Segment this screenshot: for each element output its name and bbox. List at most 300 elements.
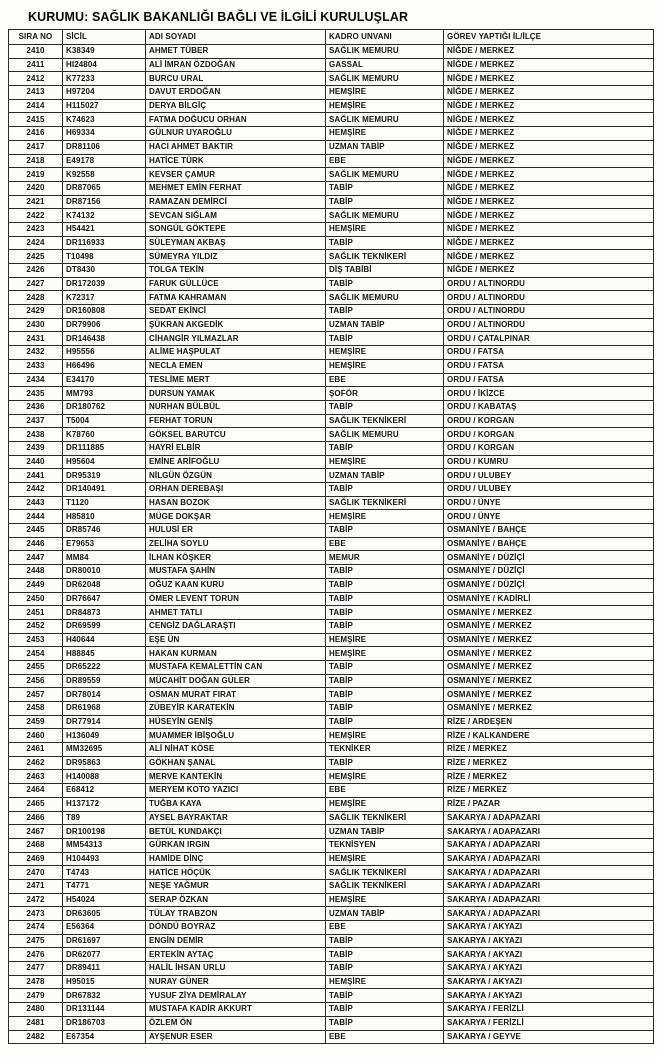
- cell-sicil: DR160808: [63, 305, 146, 319]
- cell-gorev-yaptigi-il-ilce: NİĞDE / MERKEZ: [444, 86, 654, 100]
- cell-adi-soyadi: MUSTAFA KEMALETTİN CAN: [146, 660, 326, 674]
- cell-sira-no: 2456: [9, 674, 63, 688]
- cell-gorev-yaptigi-il-ilce: OSMANİYE / MERKEZ: [444, 674, 654, 688]
- table-row: [9, 893, 654, 907]
- cell-gorev-yaptigi-il-ilce: ORDU / ÜNYE: [444, 496, 654, 510]
- cell-gorev-yaptigi-il-ilce: RİZE / KALKANDERE: [444, 729, 654, 743]
- cell-sira-no: 2443: [9, 496, 63, 510]
- table-row: [9, 756, 654, 770]
- cell-sicil: DR146438: [63, 332, 146, 346]
- table-row: [9, 332, 654, 346]
- cell-sicil: E79653: [63, 537, 146, 551]
- cell-adi-soyadi: ÖZLEM ÖN: [146, 1016, 326, 1030]
- cell-kadro-unvani: HEMŞİRE: [326, 99, 444, 113]
- cell-sicil: H85810: [63, 510, 146, 524]
- table-row: [9, 975, 654, 989]
- cell-gorev-yaptigi-il-ilce: SAKARYA / ADAPAZARI: [444, 866, 654, 880]
- cell-gorev-yaptigi-il-ilce: ORDU / FATSA: [444, 373, 654, 387]
- cell-sira-no: 2437: [9, 414, 63, 428]
- cell-kadro-unvani: TABİP: [326, 688, 444, 702]
- cell-adi-soyadi: NECLA EMEN: [146, 359, 326, 373]
- cell-sicil: H66496: [63, 359, 146, 373]
- cell-kadro-unvani: HEMŞİRE: [326, 86, 444, 100]
- cell-adi-soyadi: ALİ İMRAN ÖZDOĞAN: [146, 58, 326, 72]
- table-row: [9, 907, 654, 921]
- table-row: [9, 58, 654, 72]
- cell-sira-no: 2466: [9, 811, 63, 825]
- table-row: [9, 811, 654, 825]
- cell-sicil: DR67832: [63, 989, 146, 1003]
- cell-sira-no: 2455: [9, 660, 63, 674]
- table-row: [9, 962, 654, 976]
- cell-gorev-yaptigi-il-ilce: ORDU / ÜNYE: [444, 510, 654, 524]
- cell-gorev-yaptigi-il-ilce: SAKARYA / GEYVE: [444, 1030, 654, 1044]
- cell-adi-soyadi: DERYA BİLGİÇ: [146, 99, 326, 113]
- cell-sira-no: 2440: [9, 455, 63, 469]
- table-row: [9, 715, 654, 729]
- cell-adi-soyadi: AHMET TÜBER: [146, 45, 326, 59]
- cell-sira-no: 2476: [9, 948, 63, 962]
- page-title: KURUMU: SAĞLIK BAKANLIĞI BAĞLI VE İLGİLİ KURULUŞLAR: [28, 10, 409, 24]
- cell-kadro-unvani: HEMŞİRE: [326, 359, 444, 373]
- cell-adi-soyadi: EMİNE ARİFOĞLU: [146, 455, 326, 469]
- cell-kadro-unvani: HEMŞİRE: [326, 770, 444, 784]
- cell-adi-soyadi: BURCU URAL: [146, 72, 326, 86]
- cell-sicil: H95604: [63, 455, 146, 469]
- cell-adi-soyadi: ŞÜKRAN AKGEDİK: [146, 318, 326, 332]
- cell-sira-no: 2482: [9, 1030, 63, 1044]
- cell-sicil: K74623: [63, 113, 146, 127]
- cell-sicil: DR80010: [63, 565, 146, 579]
- cell-adi-soyadi: MÜGE DOKŞAR: [146, 510, 326, 524]
- cell-gorev-yaptigi-il-ilce: NİĞDE / MERKEZ: [444, 113, 654, 127]
- cell-kadro-unvani: TABİP: [326, 989, 444, 1003]
- cell-kadro-unvani: HEMŞİRE: [326, 633, 444, 647]
- cell-gorev-yaptigi-il-ilce: ORDU / KORGAN: [444, 414, 654, 428]
- table-row: [9, 154, 654, 168]
- cell-kadro-unvani: ŞOFÖR: [326, 387, 444, 401]
- cell-sicil: T4743: [63, 866, 146, 880]
- cell-kadro-unvani: TABİP: [326, 305, 444, 319]
- cell-gorev-yaptigi-il-ilce: NİĞDE / MERKEZ: [444, 58, 654, 72]
- cell-sicil: DR63605: [63, 907, 146, 921]
- cell-kadro-unvani: SAĞLIK MEMURU: [326, 168, 444, 182]
- table-row: [9, 688, 654, 702]
- cell-adi-soyadi: EŞE ÜN: [146, 633, 326, 647]
- cell-sira-no: 2447: [9, 551, 63, 565]
- cell-gorev-yaptigi-il-ilce: NİĞDE / MERKEZ: [444, 250, 654, 264]
- cell-gorev-yaptigi-il-ilce: NİĞDE / MERKEZ: [444, 168, 654, 182]
- cell-kadro-unvani: TABİP: [326, 619, 444, 633]
- cell-adi-soyadi: HATİCE HÖÇÜK: [146, 866, 326, 880]
- cell-sira-no: 2439: [9, 441, 63, 455]
- cell-gorev-yaptigi-il-ilce: OSMANİYE / MERKEZ: [444, 647, 654, 661]
- cell-sira-no: 2450: [9, 592, 63, 606]
- cell-kadro-unvani: TABİP: [326, 195, 444, 209]
- cell-sira-no: 2424: [9, 236, 63, 250]
- cell-kadro-unvani: SAĞLIK MEMURU: [326, 72, 444, 86]
- cell-sicil: H104493: [63, 852, 146, 866]
- cell-gorev-yaptigi-il-ilce: OSMANİYE / MERKEZ: [444, 688, 654, 702]
- cell-sira-no: 2471: [9, 879, 63, 893]
- cell-gorev-yaptigi-il-ilce: NİĞDE / MERKEZ: [444, 181, 654, 195]
- cell-adi-soyadi: HULUSİ ER: [146, 524, 326, 538]
- cell-kadro-unvani: TABİP: [326, 441, 444, 455]
- cell-sira-no: 2467: [9, 825, 63, 839]
- cell-gorev-yaptigi-il-ilce: RİZE / ARDEŞEN: [444, 715, 654, 729]
- cell-kadro-unvani: EBE: [326, 154, 444, 168]
- table-row: [9, 743, 654, 757]
- table-row: [9, 483, 654, 497]
- cell-gorev-yaptigi-il-ilce: SAKARYA / ADAPAZARI: [444, 852, 654, 866]
- cell-sicil: DR62048: [63, 578, 146, 592]
- cell-kadro-unvani: TABİP: [326, 483, 444, 497]
- table-row: [9, 400, 654, 414]
- cell-kadro-unvani: UZMAN TABİP: [326, 140, 444, 154]
- cell-adi-soyadi: HAKAN KURMAN: [146, 647, 326, 661]
- cell-kadro-unvani: HEMŞİRE: [326, 975, 444, 989]
- cell-kadro-unvani: HEMŞİRE: [326, 797, 444, 811]
- cell-kadro-unvani: TABİP: [326, 277, 444, 291]
- cell-sira-no: 2421: [9, 195, 63, 209]
- cell-gorev-yaptigi-il-ilce: ORDU / ALTINORDU: [444, 277, 654, 291]
- cell-sira-no: 2417: [9, 140, 63, 154]
- cell-adi-soyadi: ALİ NİHAT KÖSE: [146, 743, 326, 757]
- cell-sira-no: 2422: [9, 209, 63, 223]
- cell-gorev-yaptigi-il-ilce: ORDU / İKİZCE: [444, 387, 654, 401]
- cell-gorev-yaptigi-il-ilce: SAKARYA / ADAPAZARI: [444, 825, 654, 839]
- cell-adi-soyadi: GÖKSEL BARUTCU: [146, 428, 326, 442]
- cell-adi-soyadi: MUAMMER İBİŞOĞLU: [146, 729, 326, 743]
- cell-sira-no: 2420: [9, 181, 63, 195]
- table-row: [9, 305, 654, 319]
- cell-kadro-unvani: SAĞLIK TEKNİKERİ: [326, 414, 444, 428]
- cell-sicil: DR116933: [63, 236, 146, 250]
- cell-kadro-unvani: EBE: [326, 921, 444, 935]
- cell-sira-no: 2425: [9, 250, 63, 264]
- cell-sicil: T89: [63, 811, 146, 825]
- table-row: [9, 455, 654, 469]
- cell-gorev-yaptigi-il-ilce: OSMANİYE / BAHÇE: [444, 524, 654, 538]
- cell-adi-soyadi: GÖKHAN ŞANAL: [146, 756, 326, 770]
- cell-adi-soyadi: MERVE KANTEKİN: [146, 770, 326, 784]
- table-row: [9, 729, 654, 743]
- cell-sira-no: 2416: [9, 127, 63, 141]
- table-body: [9, 45, 654, 1044]
- cell-adi-soyadi: DAVUT ERDOĞAN: [146, 86, 326, 100]
- cell-adi-soyadi: MUSTAFA ŞAHİN: [146, 565, 326, 579]
- cell-gorev-yaptigi-il-ilce: RİZE / MERKEZ: [444, 756, 654, 770]
- cell-kadro-unvani: HEMŞİRE: [326, 346, 444, 360]
- cell-sira-no: 2459: [9, 715, 63, 729]
- cell-sicil: T1120: [63, 496, 146, 510]
- cell-adi-soyadi: NURHAN BÜLBÜL: [146, 400, 326, 414]
- cell-adi-soyadi: HALİL İHSAN URLU: [146, 962, 326, 976]
- cell-adi-soyadi: TÜLAY TRABZON: [146, 907, 326, 921]
- table-row: [9, 852, 654, 866]
- cell-gorev-yaptigi-il-ilce: SAKARYA / ADAPAZARI: [444, 838, 654, 852]
- cell-kadro-unvani: TABİP: [326, 715, 444, 729]
- cell-sicil: H95556: [63, 346, 146, 360]
- cell-sicil: K38349: [63, 45, 146, 59]
- cell-adi-soyadi: AYSEL BAYRAKTAR: [146, 811, 326, 825]
- cell-adi-soyadi: CİHANGİR YILMAZLAR: [146, 332, 326, 346]
- cell-sira-no: 2481: [9, 1016, 63, 1030]
- cell-sicil: DR186703: [63, 1016, 146, 1030]
- cell-adi-soyadi: HATİCE TÜRK: [146, 154, 326, 168]
- cell-sira-no: 2457: [9, 688, 63, 702]
- cell-sicil: K74132: [63, 209, 146, 223]
- cell-sicil: HI24804: [63, 58, 146, 72]
- cell-sira-no: 2449: [9, 578, 63, 592]
- cell-sira-no: 2423: [9, 222, 63, 236]
- cell-sira-no: 2438: [9, 428, 63, 442]
- cell-gorev-yaptigi-il-ilce: SAKARYA / FERİZLİ: [444, 1016, 654, 1030]
- cell-sira-no: 2445: [9, 524, 63, 538]
- cell-sira-no: 2419: [9, 168, 63, 182]
- column-header-gorev-yaptigi-il-ilce: GÖREV YAPTIĞI İL/İLÇE: [444, 30, 654, 45]
- table-row: [9, 387, 654, 401]
- cell-sicil: DR65222: [63, 660, 146, 674]
- cell-adi-soyadi: HACI AHMET BAKTIR: [146, 140, 326, 154]
- table-row: [9, 373, 654, 387]
- cell-sicil: DR76647: [63, 592, 146, 606]
- cell-adi-soyadi: ORHAN DEREBAŞI: [146, 483, 326, 497]
- cell-sira-no: 2468: [9, 838, 63, 852]
- cell-adi-soyadi: SEVCAN SIĞLAM: [146, 209, 326, 223]
- cell-sira-no: 2461: [9, 743, 63, 757]
- cell-kadro-unvani: HEMŞİRE: [326, 222, 444, 236]
- cell-sicil: E67354: [63, 1030, 146, 1044]
- table-row: [9, 934, 654, 948]
- cell-gorev-yaptigi-il-ilce: SAKARYA / AKYAZI: [444, 962, 654, 976]
- cell-sira-no: 2474: [9, 921, 63, 935]
- cell-adi-soyadi: DÖNDÜ BOYRAZ: [146, 921, 326, 935]
- cell-gorev-yaptigi-il-ilce: SAKARYA / AKYAZI: [444, 989, 654, 1003]
- cell-sira-no: 2433: [9, 359, 63, 373]
- cell-sira-no: 2452: [9, 619, 63, 633]
- cell-sira-no: 2410: [9, 45, 63, 59]
- cell-gorev-yaptigi-il-ilce: OSMANİYE / MERKEZ: [444, 633, 654, 647]
- cell-sicil: H136049: [63, 729, 146, 743]
- table-row: [9, 647, 654, 661]
- cell-gorev-yaptigi-il-ilce: RİZE / MERKEZ: [444, 784, 654, 798]
- cell-gorev-yaptigi-il-ilce: NİĞDE / MERKEZ: [444, 209, 654, 223]
- cell-adi-soyadi: MUSTAFA KADİR AKKURT: [146, 1003, 326, 1017]
- cell-kadro-unvani: HEMŞİRE: [326, 510, 444, 524]
- cell-gorev-yaptigi-il-ilce: SAKARYA / ADAPAZARI: [444, 811, 654, 825]
- cell-gorev-yaptigi-il-ilce: OSMANİYE / MERKEZ: [444, 702, 654, 716]
- cell-gorev-yaptigi-il-ilce: ORDU / ÇATALPINAR: [444, 332, 654, 346]
- table-row: [9, 346, 654, 360]
- cell-sira-no: 2462: [9, 756, 63, 770]
- cell-adi-soyadi: FERHAT TORUN: [146, 414, 326, 428]
- cell-gorev-yaptigi-il-ilce: NİĞDE / MERKEZ: [444, 45, 654, 59]
- table-row: [9, 264, 654, 278]
- cell-adi-soyadi: HAMİDE DİNÇ: [146, 852, 326, 866]
- table-row: [9, 989, 654, 1003]
- cell-sicil: K78760: [63, 428, 146, 442]
- cell-sicil: E56364: [63, 921, 146, 935]
- cell-sicil: MM32695: [63, 743, 146, 757]
- cell-gorev-yaptigi-il-ilce: OSMANİYE / DÜZİÇİ: [444, 578, 654, 592]
- cell-gorev-yaptigi-il-ilce: SAKARYA / AKYAZI: [444, 934, 654, 948]
- cell-sicil: DR111885: [63, 441, 146, 455]
- cell-kadro-unvani: TABİP: [326, 1016, 444, 1030]
- table-row: [9, 181, 654, 195]
- table-row: [9, 496, 654, 510]
- cell-sira-no: 2460: [9, 729, 63, 743]
- cell-kadro-unvani: HEMŞİRE: [326, 893, 444, 907]
- cell-sicil: DR84873: [63, 606, 146, 620]
- cell-gorev-yaptigi-il-ilce: SAKARYA / ADAPAZARI: [444, 893, 654, 907]
- cell-kadro-unvani: SAĞLIK TEKNİKERİ: [326, 866, 444, 880]
- cell-adi-soyadi: OĞUZ KAAN KURU: [146, 578, 326, 592]
- cell-gorev-yaptigi-il-ilce: SAKARYA / ADAPAZARI: [444, 879, 654, 893]
- table-row: [9, 469, 654, 483]
- table-row: [9, 921, 654, 935]
- cell-kadro-unvani: SAĞLIK MEMURU: [326, 291, 444, 305]
- cell-sira-no: 2444: [9, 510, 63, 524]
- cell-adi-soyadi: GÜRKAN IRGIN: [146, 838, 326, 852]
- table-row: [9, 428, 654, 442]
- table-row: [9, 318, 654, 332]
- cell-adi-soyadi: YUSUF ZİYA DEMİRALAY: [146, 989, 326, 1003]
- cell-kadro-unvani: EBE: [326, 373, 444, 387]
- cell-sira-no: 2469: [9, 852, 63, 866]
- cell-gorev-yaptigi-il-ilce: SAKARYA / AKYAZI: [444, 975, 654, 989]
- table-row: [9, 113, 654, 127]
- cell-sicil: MM84: [63, 551, 146, 565]
- table-row: [9, 797, 654, 811]
- cell-kadro-unvani: TABİP: [326, 674, 444, 688]
- cell-adi-soyadi: HASAN BOZOK: [146, 496, 326, 510]
- cell-gorev-yaptigi-il-ilce: NİĞDE / MERKEZ: [444, 236, 654, 250]
- cell-sicil: H69334: [63, 127, 146, 141]
- cell-gorev-yaptigi-il-ilce: RİZE / PAZAR: [444, 797, 654, 811]
- cell-kadro-unvani: HEMŞİRE: [326, 127, 444, 141]
- cell-kadro-unvani: TABİP: [326, 948, 444, 962]
- cell-kadro-unvani: EBE: [326, 537, 444, 551]
- cell-sira-no: 2464: [9, 784, 63, 798]
- column-header-sira-no: SIRA NO: [9, 30, 63, 45]
- cell-adi-soyadi: TESLİME MERT: [146, 373, 326, 387]
- cell-sicil: MM54313: [63, 838, 146, 852]
- table-row: [9, 619, 654, 633]
- cell-sira-no: 2414: [9, 99, 63, 113]
- cell-adi-soyadi: İLHAN KÖŞKER: [146, 551, 326, 565]
- cell-sira-no: 2427: [9, 277, 63, 291]
- table-row: [9, 1030, 654, 1044]
- cell-gorev-yaptigi-il-ilce: OSMANİYE / MERKEZ: [444, 660, 654, 674]
- cell-sicil: DR95863: [63, 756, 146, 770]
- cell-sira-no: 2473: [9, 907, 63, 921]
- table-row: [9, 86, 654, 100]
- cell-sicil: DR87156: [63, 195, 146, 209]
- cell-sira-no: 2453: [9, 633, 63, 647]
- table-row: [9, 441, 654, 455]
- cell-sicil: DR100198: [63, 825, 146, 839]
- cell-gorev-yaptigi-il-ilce: NİĞDE / MERKEZ: [444, 264, 654, 278]
- cell-gorev-yaptigi-il-ilce: SAKARYA / AKYAZI: [444, 921, 654, 935]
- header-row: [9, 30, 654, 45]
- cell-kadro-unvani: TABİP: [326, 565, 444, 579]
- table-row: [9, 1003, 654, 1017]
- cell-adi-soyadi: ENGİN DEMİR: [146, 934, 326, 948]
- cell-adi-soyadi: SONGÜL GÖKTEPE: [146, 222, 326, 236]
- cell-adi-soyadi: DURSUN YAMAK: [146, 387, 326, 401]
- cell-kadro-unvani: TEKNİKER: [326, 743, 444, 757]
- table-row: [9, 551, 654, 565]
- cell-adi-soyadi: SÜMEYRA YILDIZ: [146, 250, 326, 264]
- cell-sicil: T4771: [63, 879, 146, 893]
- cell-kadro-unvani: SAĞLIK MEMURU: [326, 45, 444, 59]
- cell-sira-no: 2432: [9, 346, 63, 360]
- table-row: [9, 45, 654, 59]
- cell-sira-no: 2442: [9, 483, 63, 497]
- table-row: [9, 770, 654, 784]
- cell-kadro-unvani: TABİP: [326, 1003, 444, 1017]
- table-row: [9, 537, 654, 551]
- cell-sicil: H97204: [63, 86, 146, 100]
- cell-sicil: E68412: [63, 784, 146, 798]
- cell-kadro-unvani: UZMAN TABİP: [326, 825, 444, 839]
- cell-kadro-unvani: TABİP: [326, 606, 444, 620]
- cell-sira-no: 2441: [9, 469, 63, 483]
- cell-kadro-unvani: UZMAN TABİP: [326, 907, 444, 921]
- table-row: [9, 879, 654, 893]
- table-row: [9, 510, 654, 524]
- personnel-table: [8, 29, 654, 1044]
- table-row: [9, 99, 654, 113]
- cell-sicil: DR79906: [63, 318, 146, 332]
- cell-sira-no: 2448: [9, 565, 63, 579]
- cell-sira-no: 2454: [9, 647, 63, 661]
- cell-sira-no: 2415: [9, 113, 63, 127]
- cell-adi-soyadi: AYŞENUR ESER: [146, 1030, 326, 1044]
- table-row: [9, 222, 654, 236]
- cell-sicil: K92558: [63, 168, 146, 182]
- table-row: [9, 784, 654, 798]
- cell-sicil: H137172: [63, 797, 146, 811]
- cell-adi-soyadi: KEVSER ÇAMUR: [146, 168, 326, 182]
- cell-adi-soyadi: ZELİHA SOYLU: [146, 537, 326, 551]
- cell-sicil: DR85746: [63, 524, 146, 538]
- cell-adi-soyadi: ÖMER LEVENT TORUN: [146, 592, 326, 606]
- cell-kadro-unvani: EBE: [326, 784, 444, 798]
- cell-kadro-unvani: TABİP: [326, 756, 444, 770]
- table-row: [9, 674, 654, 688]
- cell-adi-soyadi: TUĞBA KAYA: [146, 797, 326, 811]
- cell-adi-soyadi: FATMA DOĞUCU ORHAN: [146, 113, 326, 127]
- cell-gorev-yaptigi-il-ilce: ORDU / ULUBEY: [444, 469, 654, 483]
- cell-sicil: DR131144: [63, 1003, 146, 1017]
- cell-kadro-unvani: SAĞLIK TEKNİKERİ: [326, 811, 444, 825]
- cell-adi-soyadi: MERYEM KOTO YAZICI: [146, 784, 326, 798]
- column-header-sicil: SİCİL: [63, 30, 146, 45]
- cell-kadro-unvani: TABİP: [326, 524, 444, 538]
- cell-adi-soyadi: FARUK GÜLLÜCE: [146, 277, 326, 291]
- cell-sira-no: 2418: [9, 154, 63, 168]
- cell-gorev-yaptigi-il-ilce: NİĞDE / MERKEZ: [444, 72, 654, 86]
- cell-gorev-yaptigi-il-ilce: NİĞDE / MERKEZ: [444, 99, 654, 113]
- cell-kadro-unvani: HEMŞİRE: [326, 852, 444, 866]
- cell-gorev-yaptigi-il-ilce: OSMANİYE / DÜZİÇİ: [444, 551, 654, 565]
- table-row: [9, 291, 654, 305]
- cell-sicil: DR89411: [63, 962, 146, 976]
- cell-gorev-yaptigi-il-ilce: SAKARYA / ADAPAZARI: [444, 907, 654, 921]
- cell-sira-no: 2412: [9, 72, 63, 86]
